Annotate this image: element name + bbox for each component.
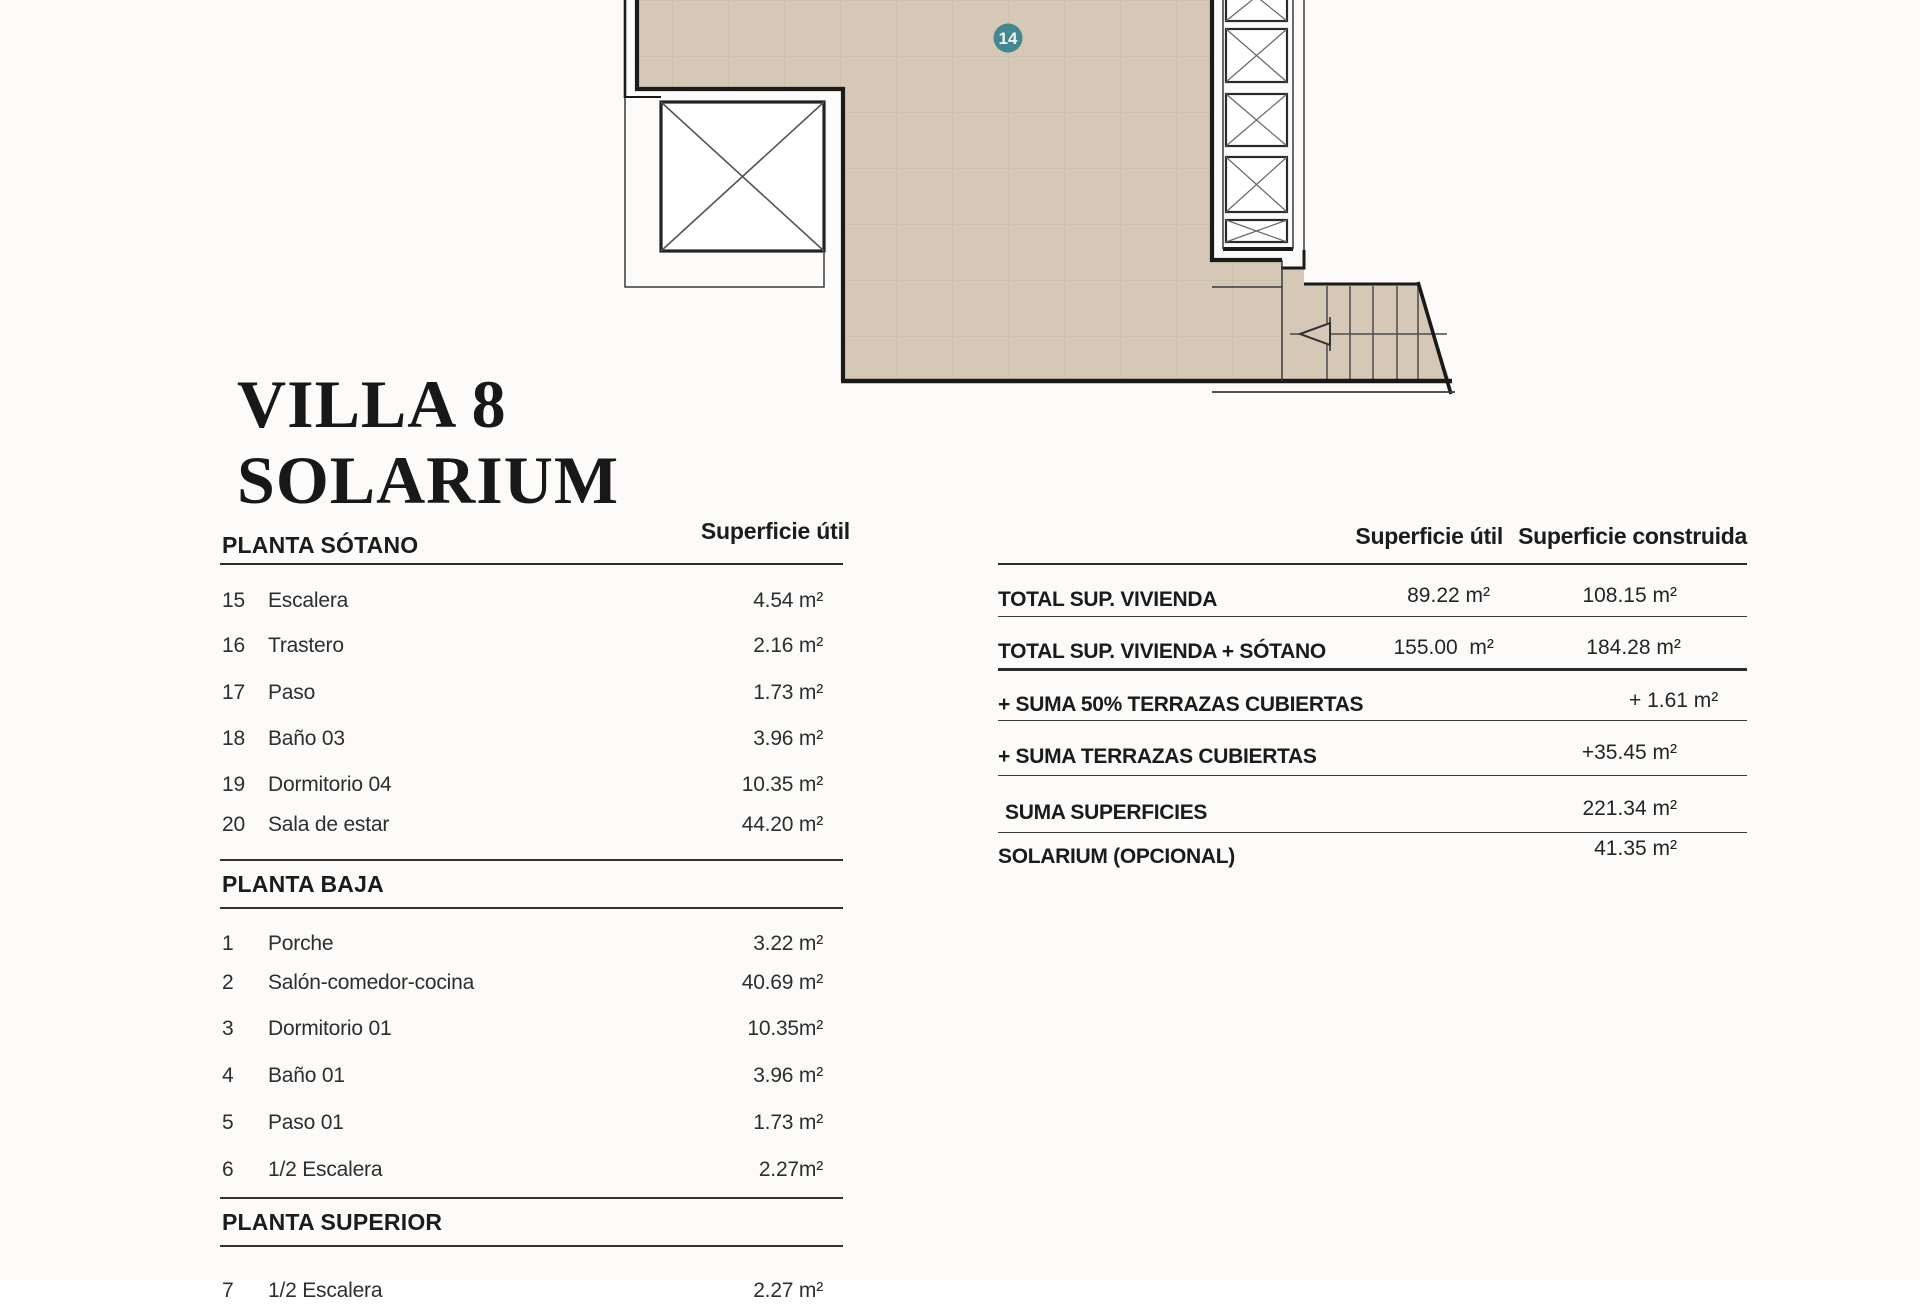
table-row: 4 Baño 01 3.96 m² [222, 1064, 823, 1087]
totals-row: SOLARIUM (OPCIONAL) 41.35 m² [998, 836, 1677, 868]
totals-row: + SUMA TERRAZAS CUBIERTAS +35.45 m² [998, 721, 1747, 776]
section-header-planta-superior: PLANTA SUPERIOR [220, 1197, 843, 1247]
page-title [237, 366, 619, 518]
totals-header [998, 510, 1747, 565]
table-row: 19 Dormitorio 04 10.35 m² [222, 773, 823, 796]
section-header-planta-baja: PLANTA BAJA [220, 859, 843, 909]
room-badge [994, 24, 1023, 53]
column-header-superficie-construida: Superficie construida [1518, 523, 1747, 549]
section-header-planta-sotano: PLANTA SÓTANO [222, 532, 419, 558]
table-row: 2 Salón-comedor-cocina 40.69 m² [222, 971, 823, 994]
table-row: 16 Trastero 2.16 m² [222, 634, 823, 657]
hatched-beam-column [1226, 0, 1287, 242]
hatched-void-left [661, 102, 824, 251]
title-line-1: VILLA 8 [237, 366, 507, 442]
totals-row: TOTAL SUP. VIVIENDA + SÓTANO 155.00 m² 184.28 m² [998, 617, 1747, 671]
column-header-superficie-util: Superficie útil [1355, 523, 1503, 549]
table-row: 3 Dormitorio 01 10.35m² [222, 1017, 823, 1040]
deck-step [1282, 268, 1304, 383]
table-row: 18 Baño 03 3.96 m² [222, 727, 823, 750]
totals-row: + SUMA 50% TERRAZAS CUBIERTAS + 1.61 m² [998, 671, 1747, 721]
column-header-superficie-util: Superficie útil [700, 518, 850, 544]
table-row: 1 Porche 3.22 m² [222, 932, 823, 955]
table-row: 7 1/2 Escalera 2.27 m² [222, 1279, 823, 1302]
table-row: 17 Paso 1.73 m² [222, 681, 823, 704]
room-badge-number: 14 [998, 29, 1018, 48]
table-row: 20 Sala de estar 44.20 m² [222, 813, 823, 836]
table-row: 6 1/2 Escalera 2.27m² [222, 1158, 823, 1181]
floor-plan [600, 0, 1500, 410]
staircase [1290, 284, 1450, 381]
table-row: 15 Escalera 4.54 m² [222, 589, 823, 612]
table-row: 5 Paso 01 1.73 m² [222, 1111, 823, 1134]
room-areas-table [220, 510, 850, 1304]
title-line-2: SOLARIUM [237, 442, 620, 518]
table-header [220, 510, 850, 565]
totals-row: TOTAL SUP. VIVIENDA 89.22 m² 108.15 m² [998, 565, 1747, 617]
totals-table [998, 510, 1747, 888]
totals-row: SUMA SUPERFICIES 221.34 m² [998, 776, 1747, 833]
